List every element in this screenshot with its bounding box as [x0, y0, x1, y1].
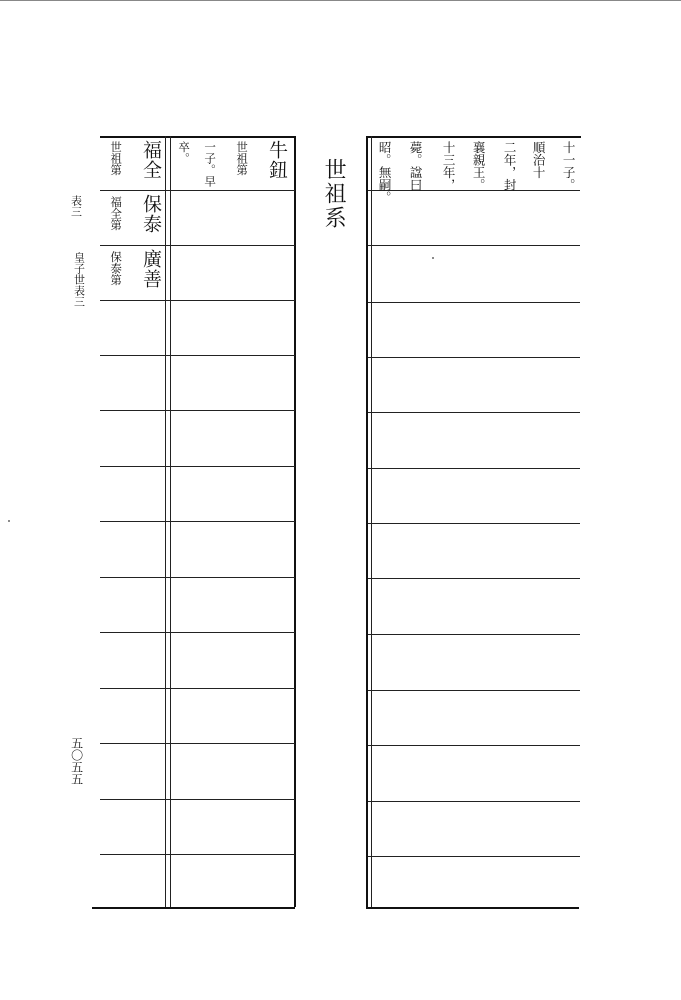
table-row-rule: [100, 743, 295, 744]
table-row-rule: [368, 357, 580, 358]
note-column: 昭。無嗣。: [377, 141, 393, 204]
table-row-rule: [368, 801, 580, 802]
table-row-rule: [368, 690, 580, 691]
table-row-rule: [100, 190, 295, 191]
table-row-rule: [100, 632, 295, 633]
table-row-rule: [100, 355, 295, 356]
note-column: 二年，封: [502, 141, 518, 191]
table-row-rule: [368, 523, 580, 524]
table-row-rule: [368, 856, 580, 857]
table-row-rule: [100, 245, 295, 246]
right-table-top-rule: [366, 136, 581, 138]
table-row-rule: [100, 799, 295, 800]
entry-name: 保泰: [139, 194, 162, 234]
entry-name: 廣善: [139, 249, 162, 289]
table-row-rule: [368, 468, 580, 469]
table-row-rule: [100, 521, 295, 522]
table-row-rule: [368, 412, 580, 413]
entry-lineage: 世祖第: [109, 141, 124, 176]
margin-table-title: 皇子世表三: [72, 252, 86, 307]
left-table-top-rule: [100, 136, 295, 138]
entry-lineage: 世祖第: [235, 141, 250, 176]
note-column: 襄親王。: [471, 141, 487, 191]
scan-edge-line: [0, 0, 681, 1]
table-row-rule: [368, 245, 580, 246]
scan-speck: [432, 257, 434, 259]
entry-note: 卒。: [177, 141, 192, 164]
right-table-left-border: [366, 136, 368, 907]
lineage-heading: 世祖系: [321, 158, 347, 230]
table-row-rule: [100, 466, 295, 467]
entry-name: 牛鈕: [265, 140, 288, 180]
right-table-inner-divider: [371, 136, 372, 907]
table-row-rule: [368, 745, 580, 746]
page-number: 五〇五五: [69, 737, 84, 785]
entry-name: 福全: [139, 140, 162, 180]
note-column: 十一子。: [561, 141, 577, 191]
note-column: 薨。諡曰: [408, 141, 424, 191]
table-row-rule: [100, 854, 295, 855]
left-table-bottom-rule: [92, 907, 295, 909]
table-row-rule: [100, 577, 295, 578]
table-row-rule: [368, 302, 580, 303]
note-column: 十三年，: [441, 141, 457, 191]
note-column: 順治十: [531, 141, 547, 179]
entry-lineage: 保泰第: [109, 251, 124, 286]
table-row-rule: [368, 634, 580, 635]
table-row-rule: [368, 578, 580, 579]
scan-speck: [8, 520, 10, 522]
margin-section-label: 表三: [69, 195, 83, 217]
table-row-rule: [100, 300, 295, 301]
table-row-rule: [100, 410, 295, 411]
entry-note: 一子。早: [203, 141, 218, 187]
entry-lineage: 福全第: [109, 196, 124, 231]
table-row-rule: [100, 688, 295, 689]
right-table-bottom-rule: [366, 907, 579, 909]
